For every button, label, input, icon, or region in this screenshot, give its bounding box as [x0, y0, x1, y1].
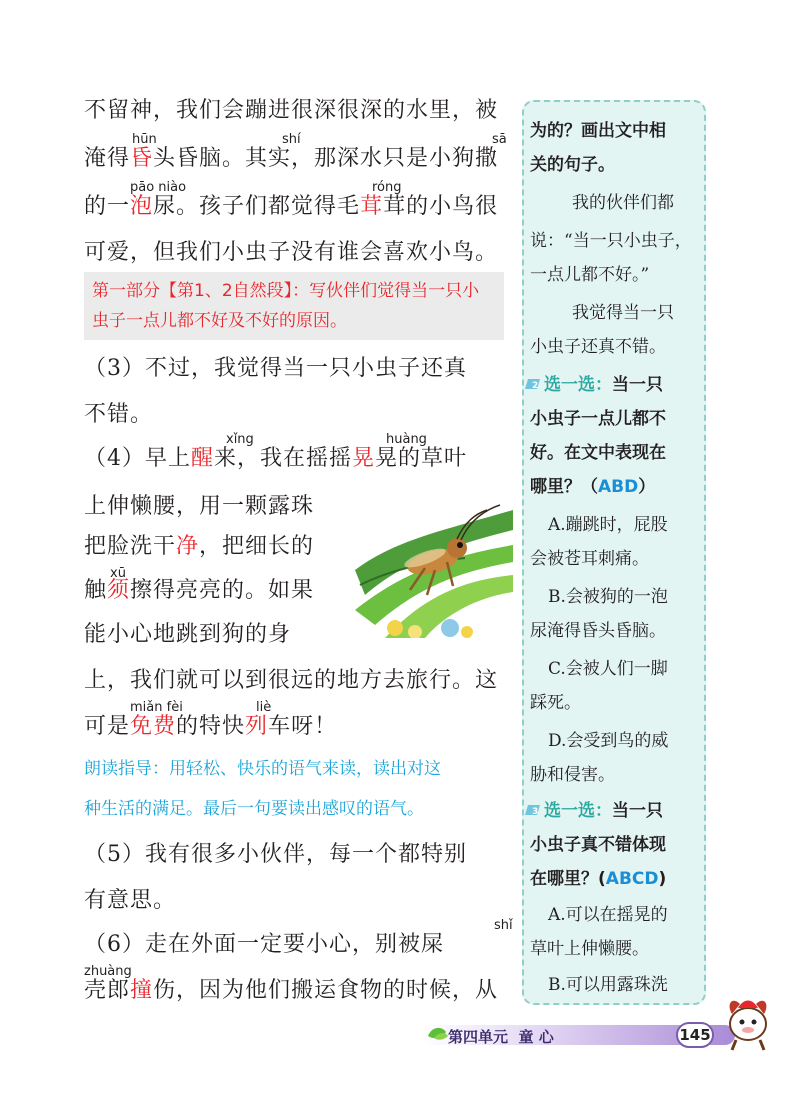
answer: ABD — [598, 477, 639, 497]
text-line: 淹得昏头昏脑。其实，那深水只是小狗撒 — [84, 146, 499, 171]
pinyin: hūn — [132, 132, 157, 147]
text-line: 有意思。 — [84, 888, 177, 913]
pinyin: xǐng — [226, 432, 254, 447]
pinyin: zhuàng — [84, 964, 132, 979]
cricket-illustration — [355, 500, 513, 638]
side-text: 好。在文中表现在 — [530, 443, 666, 463]
option: 会被苍耳刺痛。 — [530, 549, 649, 569]
side-text: 小虫子一点儿都不 — [530, 409, 666, 429]
text-line: 不错。 — [84, 402, 154, 427]
pinyin: shí — [282, 132, 301, 147]
mascot-icon — [718, 990, 778, 1052]
option: 草叶上伸懒腰。 — [530, 939, 649, 959]
side-text: 一点儿都不好。” — [530, 265, 650, 285]
text-line: 可是免费的特快列车呀！ — [84, 714, 338, 739]
text-line: 的一泡尿。孩子们都觉得毛茸茸的小鸟很 — [84, 194, 499, 219]
pinyin: xū — [110, 566, 126, 581]
pinyin: shǐ — [494, 918, 513, 933]
question-2: 2 选一选：当一只 — [524, 372, 663, 398]
pinyin: miǎn fèi — [130, 700, 183, 715]
text-line: （6）走在外面一定要小心，别被屎 — [84, 932, 444, 957]
option: 尿淹得昏头昏脑。 — [530, 621, 666, 641]
pinyin: róng — [372, 180, 402, 195]
side-text: 关的句子。 — [530, 155, 615, 175]
side-text: 我觉得当一只 — [572, 303, 674, 323]
pinyin: liè — [256, 700, 272, 715]
text-line: （4）早上醒来，我在摇摇晃晃的草叶 — [84, 446, 468, 471]
option: C.会被人们一脚 — [548, 659, 668, 679]
pinyin: pāo niào — [130, 180, 187, 195]
side-text: 为的？画出文中相 — [530, 121, 666, 141]
section-summary: 第一部分【第1、2自然段】：写伙伴们觉得当一只小虫子一点儿都不好及不好的原因。 — [84, 272, 504, 340]
side-text: 我的伙伴们都 — [572, 193, 674, 213]
option: 胁和侵害。 — [530, 765, 615, 785]
footer-unit: 第四单元 童 心 — [448, 1028, 554, 1046]
text-line: （3）不过，我觉得当一只小虫子还真 — [84, 356, 467, 381]
text-line: （5）我有很多小伙伴，每一个都特别 — [84, 842, 467, 867]
side-text: 小虫子真不错体现 — [530, 835, 666, 855]
side-text: 说：“当一只小虫子， — [530, 231, 692, 251]
option: 踩死。 — [530, 693, 581, 713]
question-3: 3 选一选：当一只 — [524, 798, 663, 824]
text-line: 触须擦得亮亮的。如果 — [84, 578, 315, 603]
answer: ABCD — [605, 869, 659, 889]
pinyin: sā — [492, 132, 507, 147]
page-number: 145 — [676, 1022, 714, 1048]
text-line: 壳郎撞伤，因为他们搬运食物的时候，从 — [84, 978, 499, 1003]
pencil-icon — [524, 377, 542, 391]
side-text: 在哪里？(ABCD) — [530, 869, 667, 889]
side-text: 哪里？（ABD） — [530, 477, 656, 497]
side-text: 小虫子还真不错。 — [530, 337, 666, 357]
svg-text:3: 3 — [532, 807, 539, 817]
text-line: 上，我们就可以到很远的地方去旅行。这 — [84, 668, 499, 693]
text-line: 上伸懒腰，用一颗露珠 — [84, 494, 315, 519]
pencil-icon — [524, 803, 542, 817]
reading-guide: 种生活的满足。最后一句要读出感叹的语气。 — [84, 799, 424, 819]
text-line: 不留神，我们会蹦进很深很深的水里，被 — [84, 98, 499, 123]
text-line: 可爱，但我们小虫子没有谁会喜欢小鸟。 — [84, 240, 499, 265]
option: D.会受到鸟的威 — [548, 731, 669, 751]
option: B.可以用露珠洗 — [548, 975, 668, 995]
option: A.可以在摇晃的 — [548, 905, 668, 925]
option: B.会被狗的一泡 — [548, 587, 668, 607]
reading-guide: 朗读指导：用轻松、快乐的语气来读，读出对这 — [84, 759, 441, 779]
text-line: 把脸洗干净，把细长的 — [84, 534, 315, 559]
text-line: 能小心地跳到狗的身 — [84, 622, 292, 647]
svg-text:2: 2 — [532, 381, 539, 391]
pinyin: huàng — [386, 432, 427, 447]
option: A.蹦跳时，屁股 — [548, 515, 668, 535]
